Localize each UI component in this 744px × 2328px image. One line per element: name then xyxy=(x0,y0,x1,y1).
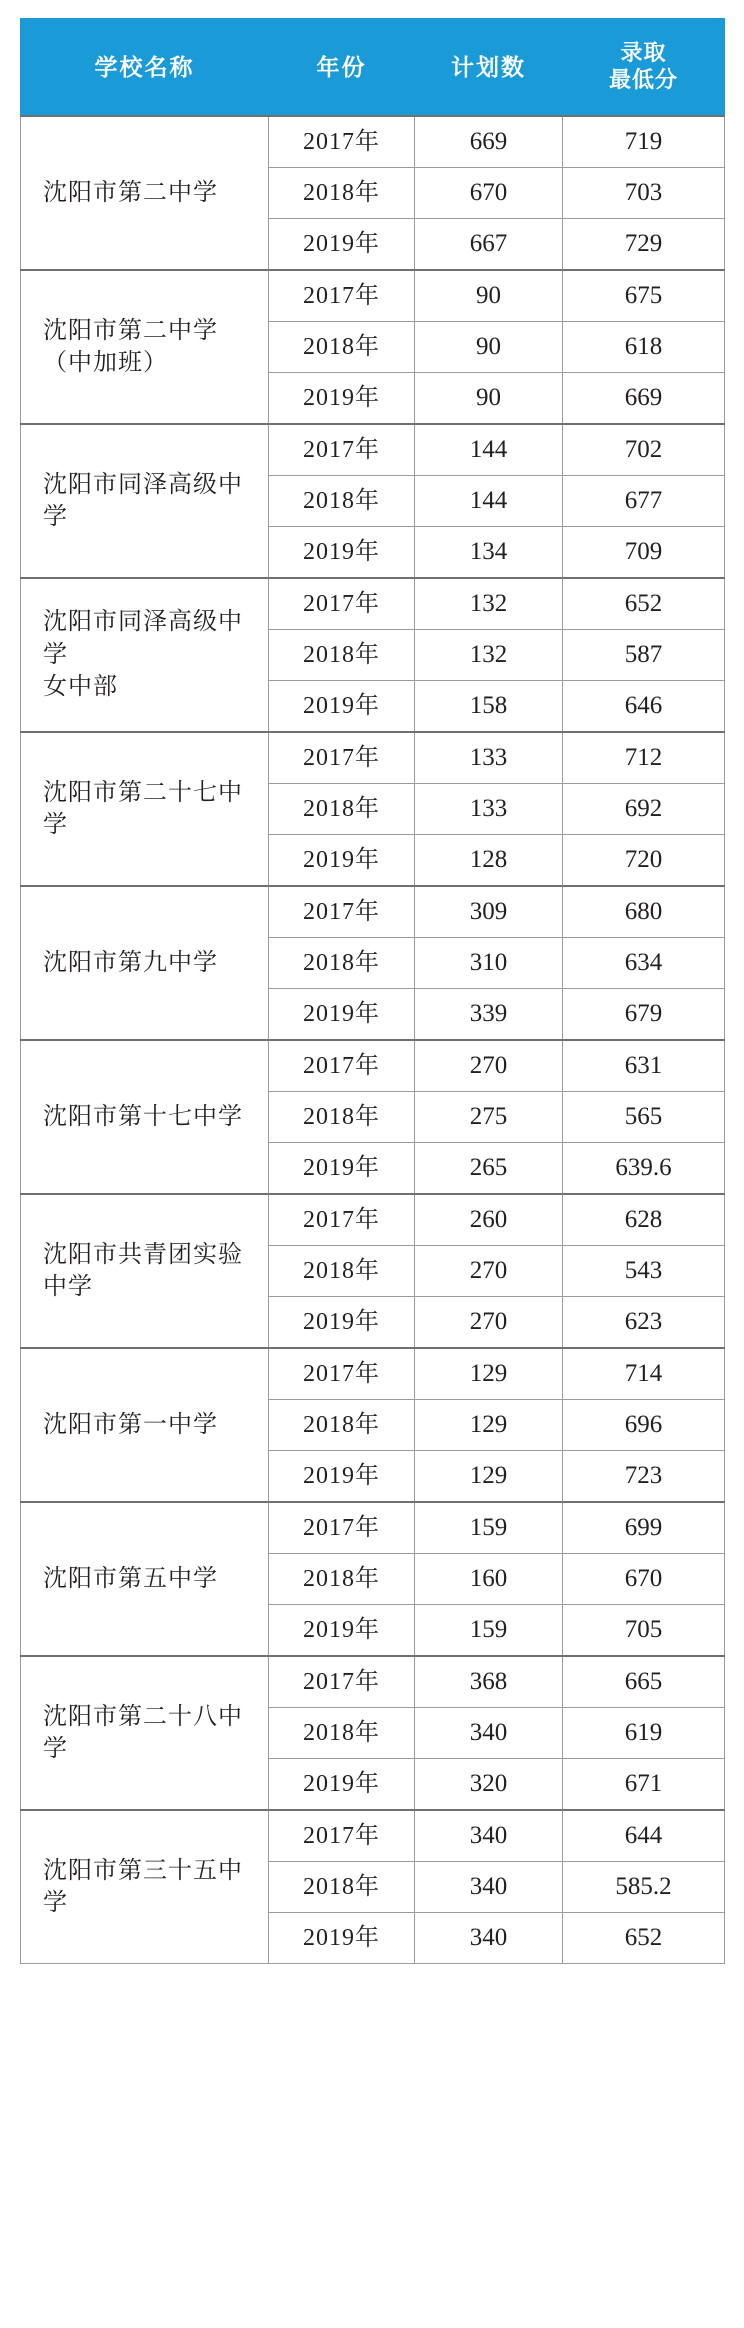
cell-school-name xyxy=(21,116,269,270)
cell-plan-count: 340 xyxy=(415,1810,563,1862)
school-name-line: 沈阳市第九中学 xyxy=(43,949,218,976)
cell-year: 2019年 xyxy=(269,527,415,579)
cell-plan-count: 160 xyxy=(415,1554,563,1605)
cell-plan-count: 158 xyxy=(415,681,563,733)
cell-year: 2019年 xyxy=(269,219,415,271)
cell-min-score: 677 xyxy=(563,476,725,527)
school-name-line: 沈阳市同泽高级中学 xyxy=(43,471,243,530)
cell-year: 2017年 xyxy=(269,1656,415,1708)
table-row xyxy=(21,1040,725,1092)
cell-year: 2019年 xyxy=(269,1759,415,1811)
table-row xyxy=(21,1810,725,1862)
admission-scores-table xyxy=(20,18,725,1964)
cell-year: 2018年 xyxy=(269,1862,415,1913)
cell-year: 2018年 xyxy=(269,1246,415,1297)
cell-school-name xyxy=(21,1348,269,1502)
cell-min-score: 669 xyxy=(563,373,725,425)
column-header-min-score-line2: 最低分 xyxy=(608,67,678,92)
cell-year: 2019年 xyxy=(269,1913,415,1964)
cell-min-score: 696 xyxy=(563,1400,725,1451)
column-header-year: 年份 xyxy=(269,19,415,117)
school-name-line: 沈阳市第二十七中学 xyxy=(43,779,243,838)
school-name-line: 沈阳市第五中学 xyxy=(43,1565,218,1592)
cell-plan-count: 368 xyxy=(415,1656,563,1708)
cell-min-score: 679 xyxy=(563,989,725,1041)
column-header-min-score xyxy=(563,19,725,117)
cell-min-score: 719 xyxy=(563,116,725,168)
cell-min-score: 671 xyxy=(563,1759,725,1811)
cell-plan-count: 320 xyxy=(415,1759,563,1811)
cell-plan-count: 159 xyxy=(415,1605,563,1657)
cell-year: 2019年 xyxy=(269,373,415,425)
cell-plan-count: 339 xyxy=(415,989,563,1041)
table-row xyxy=(21,886,725,938)
cell-min-score: 705 xyxy=(563,1605,725,1657)
cell-school-name xyxy=(21,1040,269,1194)
cell-plan-count: 132 xyxy=(415,630,563,681)
cell-year: 2018年 xyxy=(269,630,415,681)
cell-year: 2018年 xyxy=(269,1708,415,1759)
cell-year: 2019年 xyxy=(269,1605,415,1657)
cell-year: 2019年 xyxy=(269,681,415,733)
school-name-line: 女中部 xyxy=(43,674,118,701)
school-name-line: 沈阳市第一中学 xyxy=(43,1411,218,1438)
cell-plan-count: 265 xyxy=(415,1143,563,1195)
cell-min-score: 709 xyxy=(563,527,725,579)
cell-year: 2017年 xyxy=(269,1810,415,1862)
cell-min-score: 618 xyxy=(563,322,725,373)
cell-school-name xyxy=(21,1810,269,1964)
cell-min-score: 675 xyxy=(563,270,725,322)
cell-plan-count: 133 xyxy=(415,784,563,835)
cell-year: 2018年 xyxy=(269,1400,415,1451)
cell-year: 2018年 xyxy=(269,168,415,219)
cell-plan-count: 340 xyxy=(415,1913,563,1964)
cell-plan-count: 670 xyxy=(415,168,563,219)
cell-year: 2018年 xyxy=(269,1554,415,1605)
cell-year: 2017年 xyxy=(269,1194,415,1246)
cell-min-score: 585.2 xyxy=(563,1862,725,1913)
cell-year: 2019年 xyxy=(269,1297,415,1349)
cell-year: 2019年 xyxy=(269,835,415,887)
cell-plan-count: 129 xyxy=(415,1400,563,1451)
cell-min-score: 712 xyxy=(563,732,725,784)
cell-school-name xyxy=(21,1194,269,1348)
cell-year: 2017年 xyxy=(269,1348,415,1400)
cell-school-name xyxy=(21,732,269,886)
cell-min-score: 680 xyxy=(563,886,725,938)
cell-min-score: 723 xyxy=(563,1451,725,1503)
cell-plan-count: 144 xyxy=(415,476,563,527)
cell-min-score: 619 xyxy=(563,1708,725,1759)
cell-min-score: 543 xyxy=(563,1246,725,1297)
column-header-school: 学校名称 xyxy=(21,19,269,117)
cell-plan-count: 128 xyxy=(415,835,563,887)
school-name-line: 沈阳市第二中学 xyxy=(43,317,218,344)
cell-year: 2017年 xyxy=(269,1040,415,1092)
cell-year: 2018年 xyxy=(269,476,415,527)
table-body xyxy=(21,116,725,1964)
school-name-line: 中学 xyxy=(43,1274,93,1300)
cell-min-score: 646 xyxy=(563,681,725,733)
cell-year: 2017年 xyxy=(269,270,415,322)
cell-min-score: 565 xyxy=(563,1092,725,1143)
cell-school-name xyxy=(21,270,269,424)
school-name-line: 沈阳市第二十八中学 xyxy=(43,1703,243,1762)
cell-plan-count: 270 xyxy=(415,1246,563,1297)
cell-min-score: 628 xyxy=(563,1194,725,1246)
cell-plan-count: 133 xyxy=(415,732,563,784)
cell-plan-count: 309 xyxy=(415,886,563,938)
cell-min-score: 692 xyxy=(563,784,725,835)
cell-school-name xyxy=(21,886,269,1040)
school-name-line: 沈阳市第二中学 xyxy=(43,179,218,206)
cell-year: 2018年 xyxy=(269,322,415,373)
cell-min-score: 652 xyxy=(563,1913,725,1964)
cell-min-score: 729 xyxy=(563,219,725,271)
table-header-row xyxy=(21,19,725,117)
cell-plan-count: 669 xyxy=(415,116,563,168)
table-row xyxy=(21,1348,725,1400)
table-row xyxy=(21,732,725,784)
cell-plan-count: 270 xyxy=(415,1040,563,1092)
cell-year: 2019年 xyxy=(269,989,415,1041)
cell-plan-count: 129 xyxy=(415,1348,563,1400)
cell-plan-count: 260 xyxy=(415,1194,563,1246)
cell-plan-count: 90 xyxy=(415,373,563,425)
cell-year: 2017年 xyxy=(269,424,415,476)
cell-plan-count: 159 xyxy=(415,1502,563,1554)
cell-plan-count: 144 xyxy=(415,424,563,476)
cell-year: 2017年 xyxy=(269,1502,415,1554)
cell-min-score: 634 xyxy=(563,938,725,989)
cell-min-score: 644 xyxy=(563,1810,725,1862)
school-name-line: （中加班） xyxy=(43,350,168,376)
cell-year: 2017年 xyxy=(269,732,415,784)
cell-year: 2017年 xyxy=(269,116,415,168)
cell-school-name xyxy=(21,578,269,732)
cell-school-name xyxy=(21,1502,269,1656)
table-row xyxy=(21,424,725,476)
cell-plan-count: 270 xyxy=(415,1297,563,1349)
table-row xyxy=(21,116,725,168)
cell-min-score: 670 xyxy=(563,1554,725,1605)
cell-plan-count: 340 xyxy=(415,1862,563,1913)
cell-min-score: 631 xyxy=(563,1040,725,1092)
cell-min-score: 652 xyxy=(563,578,725,630)
cell-min-score: 703 xyxy=(563,168,725,219)
cell-plan-count: 310 xyxy=(415,938,563,989)
table-header xyxy=(21,19,725,117)
cell-plan-count: 129 xyxy=(415,1451,563,1503)
table-row xyxy=(21,1194,725,1246)
school-name-line: 沈阳市第三十五中学 xyxy=(43,1857,243,1916)
cell-plan-count: 132 xyxy=(415,578,563,630)
cell-min-score: 639.6 xyxy=(563,1143,725,1195)
table-row xyxy=(21,578,725,630)
table-row xyxy=(21,1656,725,1708)
column-header-min-score-line1: 录取 xyxy=(620,40,667,66)
cell-min-score: 587 xyxy=(563,630,725,681)
cell-min-score: 720 xyxy=(563,835,725,887)
cell-year: 2018年 xyxy=(269,1092,415,1143)
cell-min-score: 702 xyxy=(563,424,725,476)
cell-plan-count: 90 xyxy=(415,322,563,373)
cell-year: 2019年 xyxy=(269,1451,415,1503)
cell-plan-count: 134 xyxy=(415,527,563,579)
cell-min-score: 623 xyxy=(563,1297,725,1349)
column-header-plan: 计划数 xyxy=(415,19,563,117)
cell-plan-count: 667 xyxy=(415,219,563,271)
cell-year: 2017年 xyxy=(269,886,415,938)
school-name-line: 沈阳市第十七中学 xyxy=(43,1103,243,1130)
cell-plan-count: 90 xyxy=(415,270,563,322)
cell-year: 2017年 xyxy=(269,578,415,630)
cell-school-name xyxy=(21,1656,269,1810)
school-name-line: 沈阳市共青团实验 xyxy=(43,1241,243,1268)
school-name-line: 沈阳市同泽高级中学 xyxy=(43,609,243,668)
cell-year: 2018年 xyxy=(269,938,415,989)
table-row xyxy=(21,1502,725,1554)
cell-plan-count: 340 xyxy=(415,1708,563,1759)
cell-plan-count: 275 xyxy=(415,1092,563,1143)
cell-year: 2018年 xyxy=(269,784,415,835)
cell-min-score: 699 xyxy=(563,1502,725,1554)
cell-year: 2019年 xyxy=(269,1143,415,1195)
cell-min-score: 665 xyxy=(563,1656,725,1708)
cell-min-score: 714 xyxy=(563,1348,725,1400)
cell-school-name xyxy=(21,424,269,578)
table-row xyxy=(21,270,725,322)
